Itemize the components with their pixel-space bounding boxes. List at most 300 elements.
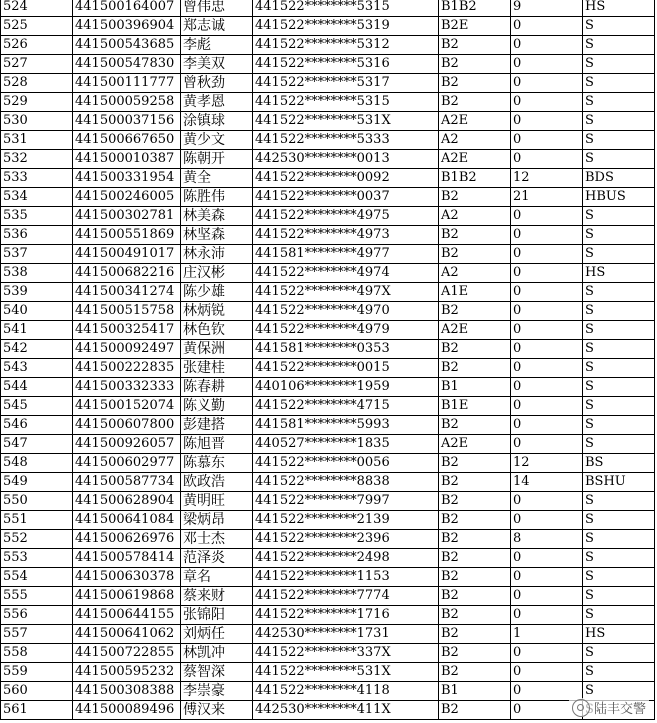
file-no-cell: 441500628904 [73, 492, 181, 511]
file-no-cell: 441500595232 [73, 663, 181, 682]
seq-cell: 528 [1, 74, 73, 93]
name-cell: 陈胜伟 [181, 188, 253, 207]
seq-cell: 544 [1, 378, 73, 397]
class-cell: B2 [439, 188, 511, 207]
seq-cell: 550 [1, 492, 73, 511]
file-no-cell: 441500587734 [73, 473, 181, 492]
points-cell: 0 [511, 226, 583, 245]
name-cell: 蔡智深 [181, 663, 253, 682]
points-cell: 0 [511, 359, 583, 378]
id-cell: 441522********8838 [253, 473, 439, 492]
file-no-cell: 441500491017 [73, 245, 181, 264]
file-no-cell: 441500722855 [73, 644, 181, 663]
id-cell: 441522********5333 [253, 131, 439, 150]
table-row [1, 511, 655, 530]
table-row [1, 530, 655, 549]
name-cell: 郑志诚 [181, 17, 253, 36]
file-no-cell: 441500010387 [73, 150, 181, 169]
file-no-cell: 441500641062 [73, 625, 181, 644]
points-cell: 0 [511, 112, 583, 131]
points-cell: 0 [511, 245, 583, 264]
seq-cell: 554 [1, 568, 73, 587]
name-cell: 黄全 [181, 169, 253, 188]
points-cell: 0 [511, 340, 583, 359]
status-cell: S [583, 606, 655, 625]
table-row [1, 568, 655, 587]
class-cell: B2E [439, 17, 511, 36]
points-cell: 0 [511, 492, 583, 511]
status-cell: S [583, 207, 655, 226]
points-cell: 0 [511, 549, 583, 568]
file-no-cell: 441500626976 [73, 530, 181, 549]
id-cell: 441522********5319 [253, 17, 439, 36]
status-cell: S [583, 435, 655, 454]
status-cell: S [583, 492, 655, 511]
name-cell: 黄保洲 [181, 340, 253, 359]
class-cell: B2 [439, 473, 511, 492]
status-cell: S [583, 340, 655, 359]
points-cell: 0 [511, 606, 583, 625]
status-cell: S [583, 283, 655, 302]
table-row [1, 302, 655, 321]
table-row [1, 359, 655, 378]
class-cell: B2 [439, 302, 511, 321]
seq-cell: 555 [1, 587, 73, 606]
table-row [1, 682, 655, 701]
status-cell: S [583, 131, 655, 150]
id-cell: 441522********5317 [253, 74, 439, 93]
file-no-cell: 441500341274 [73, 283, 181, 302]
class-cell: B2 [439, 587, 511, 606]
watermark-text: 陆丰交警 [593, 702, 646, 717]
points-cell: 1 [511, 625, 583, 644]
table-row [1, 36, 655, 55]
status-cell: S [583, 93, 655, 112]
file-no-cell: 441500926057 [73, 435, 181, 454]
id-cell: 441522********0037 [253, 188, 439, 207]
name-cell: 林永沛 [181, 245, 253, 264]
file-no-cell: 441500037156 [73, 112, 181, 131]
name-cell: 蔡来财 [181, 587, 253, 606]
class-cell: B2 [439, 530, 511, 549]
points-cell: 0 [511, 150, 583, 169]
name-cell: 林凯冲 [181, 644, 253, 663]
points-cell: 0 [511, 302, 583, 321]
name-cell: 李美双 [181, 55, 253, 74]
points-cell: 0 [511, 321, 583, 340]
status-cell: S [583, 663, 655, 682]
table-row [1, 55, 655, 74]
id-cell: 441522********5315 [253, 93, 439, 112]
seq-cell: 534 [1, 188, 73, 207]
class-cell: A2E [439, 435, 511, 454]
table-row [1, 644, 655, 663]
file-no-cell: 441500543685 [73, 36, 181, 55]
id-cell: 441522********531X [253, 663, 439, 682]
file-no-cell: 441500630378 [73, 568, 181, 587]
points-cell: 0 [511, 416, 583, 435]
class-cell: B1B2 [439, 0, 511, 17]
table-row [1, 435, 655, 454]
seq-cell: 536 [1, 226, 73, 245]
seq-cell: 531 [1, 131, 73, 150]
id-cell: 442530********411X [253, 701, 439, 720]
id-cell: 441522********4970 [253, 302, 439, 321]
table-row [1, 0, 655, 17]
file-no-cell: 441500682216 [73, 264, 181, 283]
id-cell: 442530********0013 [253, 150, 439, 169]
name-cell: 黄孝恩 [181, 93, 253, 112]
status-cell: S [583, 36, 655, 55]
seq-cell: 527 [1, 55, 73, 74]
status-cell: BS [583, 454, 655, 473]
status-cell: S [583, 321, 655, 340]
id-cell: 440106********1959 [253, 378, 439, 397]
seq-cell: 551 [1, 511, 73, 530]
status-cell: S [583, 226, 655, 245]
points-cell: 12 [511, 169, 583, 188]
name-cell: 曾秋劲 [181, 74, 253, 93]
name-cell: 李彪 [181, 36, 253, 55]
table-row [1, 492, 655, 511]
class-cell: B2 [439, 245, 511, 264]
id-cell: 441522********2396 [253, 530, 439, 549]
name-cell: 张建桂 [181, 359, 253, 378]
table-row [1, 378, 655, 397]
table-row [1, 549, 655, 568]
class-cell: B2 [439, 55, 511, 74]
class-cell: B2 [439, 359, 511, 378]
id-cell: 441522********531X [253, 112, 439, 131]
id-cell: 441522********0092 [253, 169, 439, 188]
seq-cell: 559 [1, 663, 73, 682]
status-cell: S [583, 416, 655, 435]
id-cell: 441581********5993 [253, 416, 439, 435]
name-cell: 黄少文 [181, 131, 253, 150]
status-cell: HS [583, 625, 655, 644]
id-cell: 441522********7774 [253, 587, 439, 606]
id-cell: 441522********1153 [253, 568, 439, 587]
class-cell: A2 [439, 207, 511, 226]
table-row [1, 93, 655, 112]
seq-cell: 561 [1, 701, 73, 720]
seq-cell: 545 [1, 397, 73, 416]
class-cell: B2 [439, 511, 511, 530]
status-cell: S [583, 549, 655, 568]
id-cell: 441522********337X [253, 644, 439, 663]
status-cell: S [583, 17, 655, 36]
seq-cell: 540 [1, 302, 73, 321]
file-no-cell: 441500302781 [73, 207, 181, 226]
seq-cell: 560 [1, 682, 73, 701]
status-cell: S [583, 245, 655, 264]
table-row [1, 264, 655, 283]
class-cell: A2 [439, 264, 511, 283]
points-cell: 0 [511, 701, 583, 720]
class-cell: B1 [439, 378, 511, 397]
name-cell: 林炳锐 [181, 302, 253, 321]
name-cell: 黄明旺 [181, 492, 253, 511]
class-cell: B1 [439, 682, 511, 701]
id-cell: 441522********0015 [253, 359, 439, 378]
seq-cell: 535 [1, 207, 73, 226]
points-cell: 14 [511, 473, 583, 492]
points-cell: 0 [511, 207, 583, 226]
id-cell: 441581********4977 [253, 245, 439, 264]
file-no-cell: 441500152074 [73, 397, 181, 416]
name-cell: 梁炳昂 [181, 511, 253, 530]
table-row [1, 416, 655, 435]
seq-cell: 525 [1, 17, 73, 36]
file-no-cell: 441500396904 [73, 17, 181, 36]
name-cell: 陈义勤 [181, 397, 253, 416]
points-cell: 0 [511, 435, 583, 454]
watermark [569, 698, 649, 717]
class-cell: B2 [439, 454, 511, 473]
class-cell: B2 [439, 74, 511, 93]
status-cell: S [583, 359, 655, 378]
table-row [1, 625, 655, 644]
wechat-logo-icon [572, 699, 590, 717]
status-cell: S [583, 150, 655, 169]
seq-cell: 549 [1, 473, 73, 492]
name-cell: 欧政浩 [181, 473, 253, 492]
class-cell: B2 [439, 36, 511, 55]
points-cell: 0 [511, 17, 583, 36]
file-no-cell: 441500092497 [73, 340, 181, 359]
class-cell: A2E [439, 112, 511, 131]
status-cell: HS [583, 264, 655, 283]
name-cell: 彭建搭 [181, 416, 253, 435]
id-cell: 441522********5315 [253, 0, 439, 17]
points-cell: 0 [511, 283, 583, 302]
table-row [1, 701, 655, 720]
status-cell: BSHU [583, 473, 655, 492]
file-no-cell: 441500641084 [73, 511, 181, 530]
name-cell: 傅汉来 [181, 701, 253, 720]
status-cell: BDS [583, 169, 655, 188]
record-table-body [1, 0, 655, 720]
points-cell: 0 [511, 587, 583, 606]
name-cell: 章名 [181, 568, 253, 587]
table-row [1, 473, 655, 492]
seq-cell: 532 [1, 150, 73, 169]
file-no-cell: 441500059258 [73, 93, 181, 112]
status-cell: S [583, 644, 655, 663]
points-cell: 0 [511, 644, 583, 663]
name-cell: 陈少雄 [181, 283, 253, 302]
id-cell: 441522********5316 [253, 55, 439, 74]
id-cell: 441522********0056 [253, 454, 439, 473]
points-cell: 8 [511, 530, 583, 549]
points-cell: 0 [511, 131, 583, 150]
name-cell: 林色钦 [181, 321, 253, 340]
id-cell: 442530********1731 [253, 625, 439, 644]
file-no-cell: 441500602977 [73, 454, 181, 473]
class-cell: A2E [439, 321, 511, 340]
status-cell: S [583, 112, 655, 131]
class-cell: B2 [439, 492, 511, 511]
name-cell: 刘炳任 [181, 625, 253, 644]
name-cell: 陈旭晋 [181, 435, 253, 454]
class-cell: B1E [439, 397, 511, 416]
seq-cell: 529 [1, 93, 73, 112]
points-cell: 0 [511, 682, 583, 701]
file-no-cell: 441500164007 [73, 0, 181, 17]
class-cell: B2 [439, 701, 511, 720]
table-row [1, 663, 655, 682]
class-cell: B2 [439, 568, 511, 587]
file-no-cell: 441500551869 [73, 226, 181, 245]
seq-cell: 526 [1, 36, 73, 55]
file-no-cell: 441500325417 [73, 321, 181, 340]
points-cell: 9 [511, 0, 583, 17]
id-cell: 441522********4974 [253, 264, 439, 283]
seq-cell: 556 [1, 606, 73, 625]
points-cell: 0 [511, 568, 583, 587]
class-cell: B2 [439, 340, 511, 359]
seq-cell: 558 [1, 644, 73, 663]
class-cell: B2 [439, 226, 511, 245]
table-row [1, 245, 655, 264]
id-cell: 441522********497X [253, 283, 439, 302]
points-cell: 0 [511, 55, 583, 74]
table-row [1, 74, 655, 93]
seq-cell: 537 [1, 245, 73, 264]
table-row [1, 169, 655, 188]
file-no-cell: 441500246005 [73, 188, 181, 207]
name-cell: 林美森 [181, 207, 253, 226]
seq-cell: 530 [1, 112, 73, 131]
seq-cell: 542 [1, 340, 73, 359]
status-cell: S [583, 587, 655, 606]
id-cell: 441522********1716 [253, 606, 439, 625]
table-row [1, 321, 655, 340]
status-cell: HS [583, 0, 655, 17]
table-row [1, 340, 655, 359]
file-no-cell: 441500331954 [73, 169, 181, 188]
table-row [1, 17, 655, 36]
status-cell: S [583, 74, 655, 93]
table-row [1, 587, 655, 606]
points-cell: 0 [511, 511, 583, 530]
class-cell: B2 [439, 625, 511, 644]
name-cell: 庄汉彬 [181, 264, 253, 283]
id-cell: 440527********1835 [253, 435, 439, 454]
seq-cell: 546 [1, 416, 73, 435]
name-cell: 范泽炎 [181, 549, 253, 568]
seq-cell: 524 [1, 0, 73, 17]
points-cell: 0 [511, 93, 583, 112]
name-cell: 陈慕东 [181, 454, 253, 473]
class-cell: B2 [439, 416, 511, 435]
status-cell: HBUS [583, 188, 655, 207]
id-cell: 441522********2498 [253, 549, 439, 568]
name-cell: 林坚森 [181, 226, 253, 245]
file-no-cell: 441500547830 [73, 55, 181, 74]
status-cell: S [583, 530, 655, 549]
id-cell: 441522********4979 [253, 321, 439, 340]
table-row [1, 283, 655, 302]
table-row [1, 112, 655, 131]
seq-cell: 543 [1, 359, 73, 378]
class-cell: B2 [439, 663, 511, 682]
points-cell: 12 [511, 454, 583, 473]
id-cell: 441522********4118 [253, 682, 439, 701]
seq-cell: 541 [1, 321, 73, 340]
file-no-cell: 441500619868 [73, 587, 181, 606]
file-no-cell: 441500222835 [73, 359, 181, 378]
class-cell: B2 [439, 606, 511, 625]
status-cell: S [583, 568, 655, 587]
name-cell: 邓士杰 [181, 530, 253, 549]
status-cell: S [583, 511, 655, 530]
seq-cell: 548 [1, 454, 73, 473]
name-cell: 张锦阳 [181, 606, 253, 625]
seq-cell: 538 [1, 264, 73, 283]
table-row [1, 150, 655, 169]
table-row [1, 131, 655, 150]
class-cell: B1B2 [439, 169, 511, 188]
file-no-cell: 441500089496 [73, 701, 181, 720]
points-cell: 0 [511, 378, 583, 397]
file-no-cell: 441500111777 [73, 74, 181, 93]
file-no-cell: 441500515758 [73, 302, 181, 321]
file-no-cell: 441500667650 [73, 131, 181, 150]
status-cell: S [583, 55, 655, 74]
file-no-cell: 441500578414 [73, 549, 181, 568]
status-cell: S [583, 378, 655, 397]
status-cell: S [583, 397, 655, 416]
id-cell: 441522********4715 [253, 397, 439, 416]
file-no-cell: 441500308388 [73, 682, 181, 701]
seq-cell: 547 [1, 435, 73, 454]
points-cell: 0 [511, 36, 583, 55]
points-cell: 21 [511, 188, 583, 207]
status-cell: S [583, 302, 655, 321]
table-row [1, 397, 655, 416]
id-cell: 441522********4973 [253, 226, 439, 245]
class-cell: A2E [439, 150, 511, 169]
points-cell: 0 [511, 663, 583, 682]
class-cell: B2 [439, 644, 511, 663]
seq-cell: 557 [1, 625, 73, 644]
id-cell: 441522********4975 [253, 207, 439, 226]
seq-cell: 553 [1, 549, 73, 568]
id-cell: 441581********0353 [253, 340, 439, 359]
seq-cell: 533 [1, 169, 73, 188]
table-row [1, 454, 655, 473]
name-cell: 曾伟忠 [181, 0, 253, 17]
class-cell: B2 [439, 93, 511, 112]
name-cell: 涂镇球 [181, 112, 253, 131]
points-cell: 0 [511, 264, 583, 283]
class-cell: A2 [439, 131, 511, 150]
file-no-cell: 441500332333 [73, 378, 181, 397]
table-row [1, 188, 655, 207]
seq-cell: 552 [1, 530, 73, 549]
points-cell: 0 [511, 397, 583, 416]
file-no-cell: 441500607800 [73, 416, 181, 435]
id-cell: 441522********5312 [253, 36, 439, 55]
points-cell: 0 [511, 74, 583, 93]
file-no-cell: 441500644155 [73, 606, 181, 625]
table-row [1, 207, 655, 226]
table-row [1, 606, 655, 625]
id-cell: 441522********2139 [253, 511, 439, 530]
name-cell: 陈朝开 [181, 150, 253, 169]
class-cell: B2 [439, 549, 511, 568]
